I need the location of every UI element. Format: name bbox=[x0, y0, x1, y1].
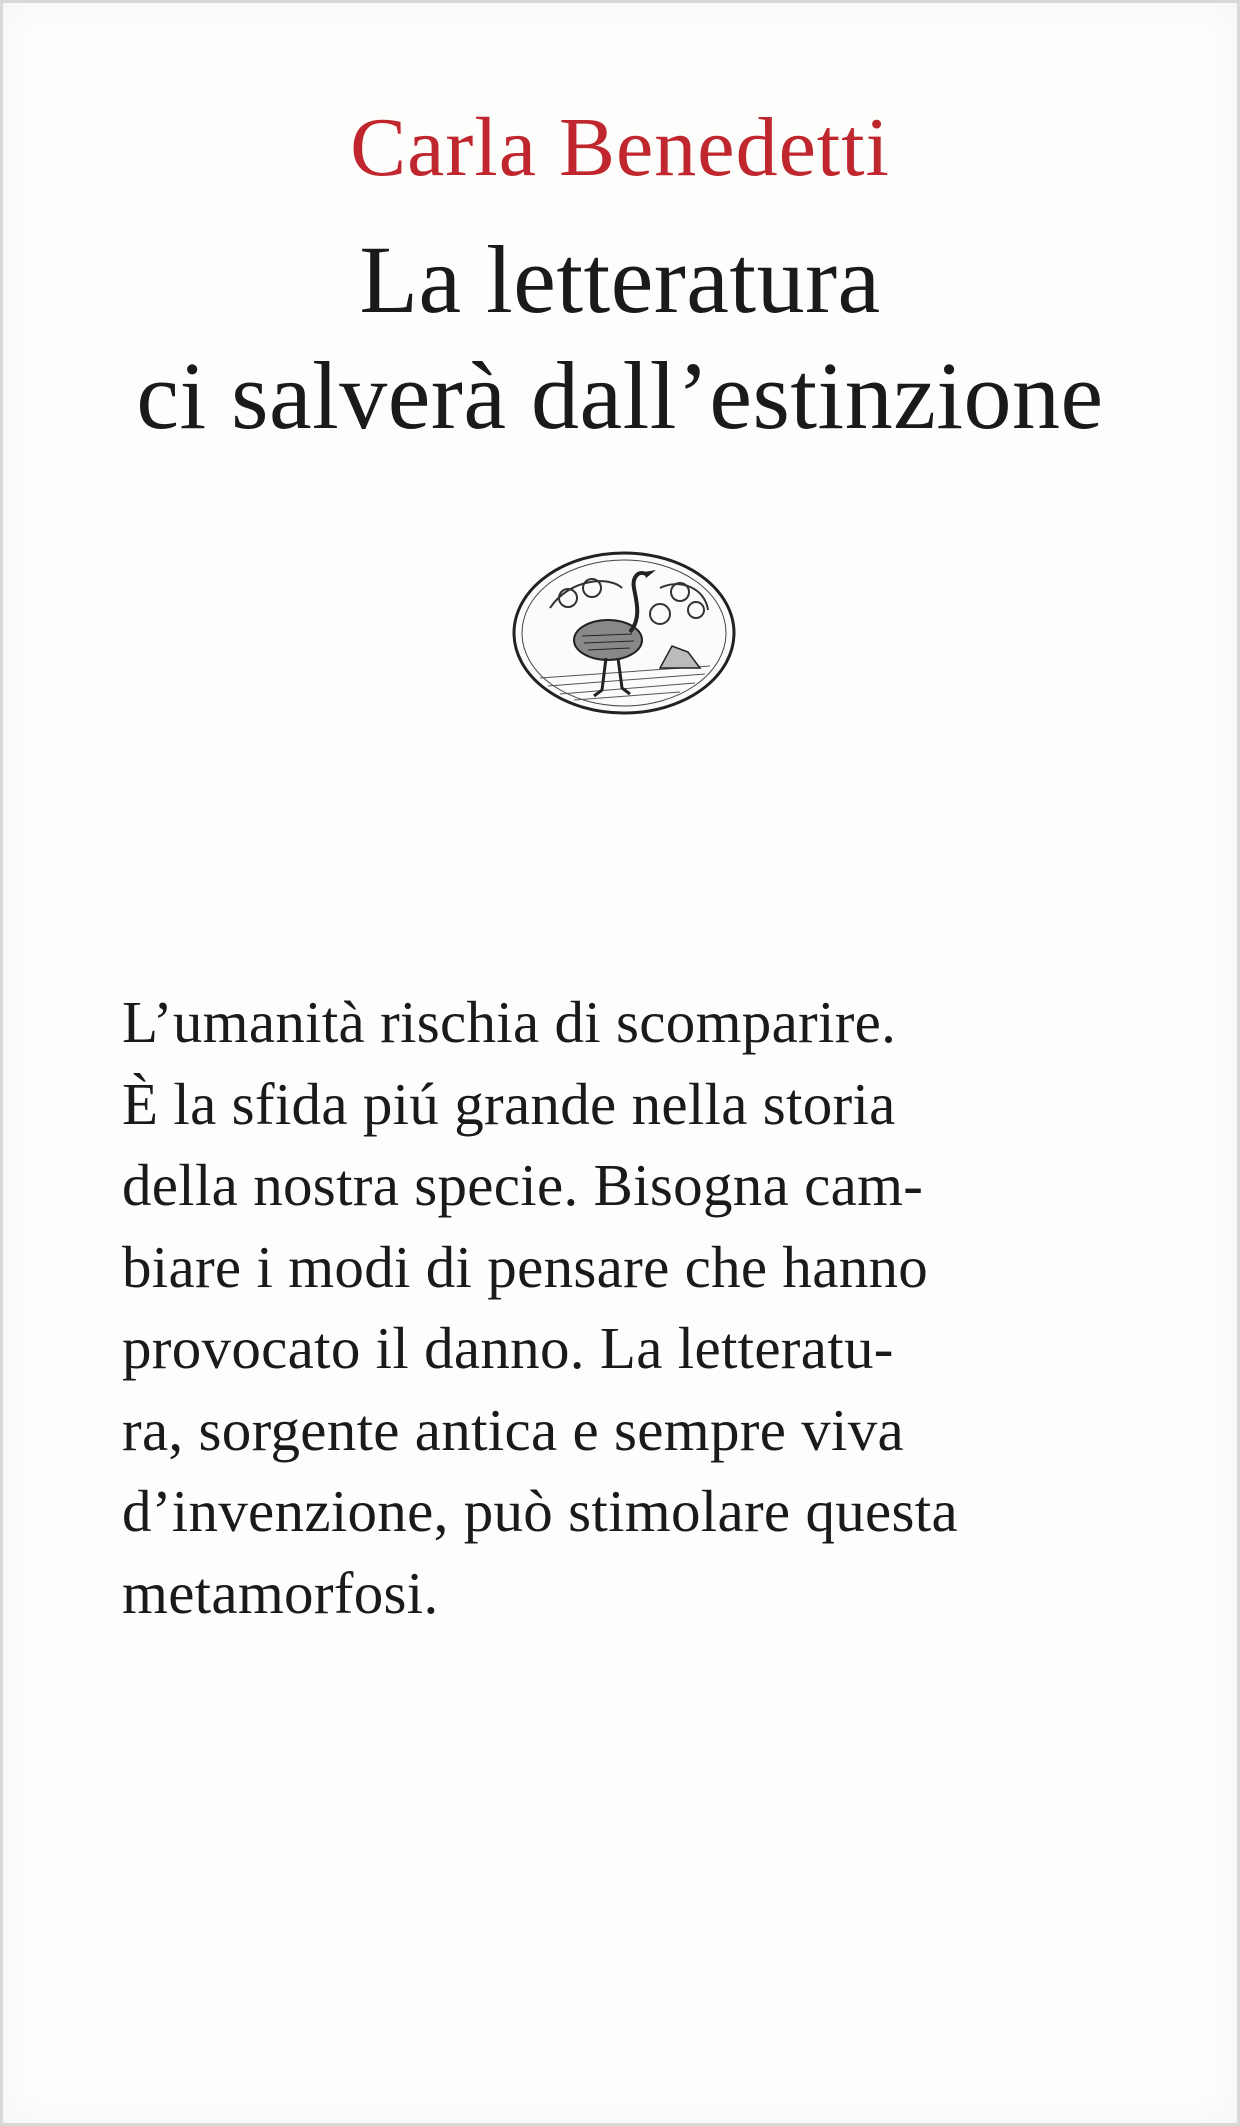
blurb-line: È la sfida piú grande nella storia bbox=[122, 1070, 896, 1137]
ostrich-emblem-icon bbox=[510, 548, 738, 718]
title-line: La letteratura bbox=[359, 226, 881, 333]
blurb-line: della nostra specie. Bisogna cam- bbox=[122, 1152, 924, 1218]
book-title bbox=[0, 222, 1240, 454]
blurb-line: provocato il danno. La letteratu- bbox=[122, 1315, 894, 1381]
title-line: ci salverà dall’estinzione bbox=[136, 342, 1104, 449]
blurb-line: L’umanità rischia di scomparire. bbox=[122, 989, 897, 1055]
blurb-line: d’invenzione, può stimolare questa bbox=[122, 1478, 958, 1544]
blurb-line: metamorfosi. bbox=[122, 1559, 439, 1626]
blurb-line: biare i modi di pensare che hanno bbox=[122, 1233, 929, 1300]
author-name: Carla Benedetti bbox=[350, 101, 890, 194]
blurb-line: ra, sorgente antica e sempre viva bbox=[122, 1396, 905, 1463]
blurb-text bbox=[122, 982, 1132, 1634]
